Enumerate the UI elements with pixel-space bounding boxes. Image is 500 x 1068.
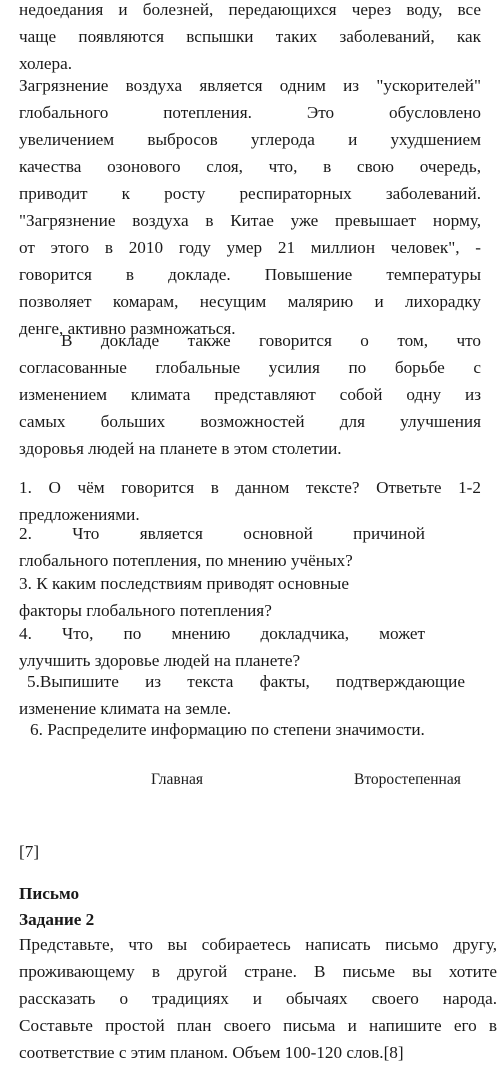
score-marker: [7] <box>19 842 40 861</box>
question-line: 2. Что является основной причиной <box>19 524 425 543</box>
question-line: факторы глобального потепления? <box>19 601 272 620</box>
question-line: предложениями. <box>19 505 140 524</box>
question-4 <box>19 620 425 674</box>
passage-line: изменением климата представляют собой одну из <box>19 385 481 404</box>
question-line: изменение климата на земле. <box>19 699 232 718</box>
passage-line: от этого в 2010 году умер 21 миллион человек", - <box>19 238 481 257</box>
passage-paragraph-3 <box>19 327 481 462</box>
question-line: улучшить здоровье людей на планете? <box>19 651 301 670</box>
task-line: Представьте, что вы собираетесь написать письмо другу, <box>19 935 497 954</box>
task-title: Задание 2 <box>19 910 95 929</box>
task-line: проживающему в другой стране. В письме вы хотите <box>19 962 497 981</box>
passage-line: качества озонового слоя, что, в свою очередь, <box>19 157 481 176</box>
question-line: 5.Выпишите из текста факты, подтверждающие <box>27 672 465 691</box>
passage-line: денге, активно размножаться. <box>19 319 236 338</box>
passage-line: Загрязнение воздуха является одним из "ускорителей" <box>19 76 481 95</box>
passage-line: согласованные глобальные усилия по борьбе с <box>19 358 481 377</box>
passage-line: самых больших возможностей для улучшения <box>19 412 481 431</box>
column-header-main: Главная <box>151 771 204 788</box>
passage-paragraph-1 <box>19 0 481 77</box>
passage-line: В докладе также говорится о том, что <box>61 331 481 350</box>
passage-line: приводит к росту респираторных заболеваний. <box>19 184 481 203</box>
question-5 <box>19 668 465 722</box>
question-6 <box>30 716 492 743</box>
section-title: Письмо <box>19 884 80 903</box>
passage-line: чаще появляются вспышки таких заболеваний, как <box>19 27 481 46</box>
question-3 <box>19 570 425 624</box>
passage-line: недоедания и болезней, передающихся через воду, все <box>19 0 481 19</box>
passage-line: увеличением выбросов углерода и ухудшением <box>19 130 481 149</box>
question-2 <box>19 520 425 574</box>
question-line: 1. О чём говорится в данном тексте? Ответьте 1-2 <box>19 478 481 497</box>
question-line: 3. К каким последствиям приводят основные <box>19 574 349 593</box>
passage-line: глобального потепления. Это обусловлено <box>19 103 481 122</box>
passage-line: холера. <box>19 54 73 73</box>
letter-task-text <box>19 931 497 1066</box>
passage-line: "Загрязнение воздуха в Китае уже превышает норму, <box>19 211 481 230</box>
question-line: глобального потепления, по мнению учёных? <box>19 551 353 570</box>
task-line: Составьте простой план своего письма и напишите его в <box>19 1016 497 1035</box>
question-line: 6. Распределите информацию по степени значимости. <box>30 720 425 739</box>
passage-paragraph-2 <box>19 72 481 342</box>
passage-line: говорится в докладе. Повышение температуры <box>19 265 481 284</box>
task-line: рассказать о традициях и обычаях своего народа. <box>19 989 497 1008</box>
passage-line: позволяет комарам, несущим малярию и лихорадку <box>19 292 481 311</box>
question-line: 4. Что, по мнению докладчика, может <box>19 624 425 643</box>
column-header-secondary: Второстепенная <box>354 771 461 788</box>
task-line: соответствие с этим планом. Объем 100-120 слов.[8] <box>19 1043 404 1062</box>
passage-line: здоровья людей на планете в этом столетии. <box>19 439 342 458</box>
